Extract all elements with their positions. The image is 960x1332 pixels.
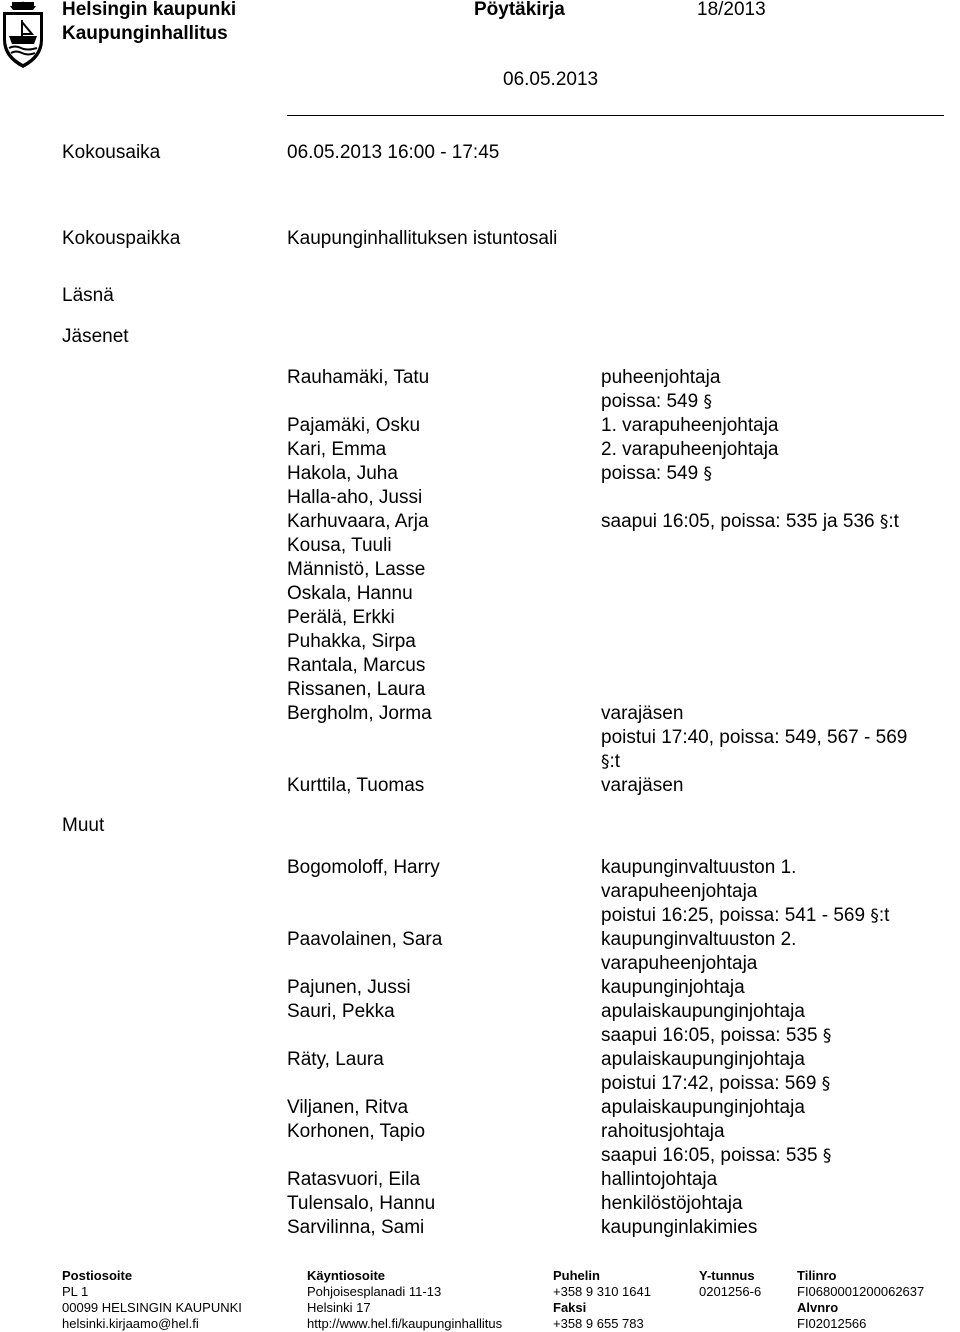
member-name: Rauhamäki, Tatu [287,367,430,388]
members-label: Jäsenet [62,326,129,347]
footer-fax-heading: Faksi [553,1300,587,1315]
other-name: Paavolainen, Sara [287,929,443,950]
section-sign: § [870,906,879,926]
member-role: varajäsen [601,775,684,796]
other-role: kaupunginvaltuuston 2. [601,929,797,950]
doc-number: 18/2013 [697,0,766,20]
section-sign: § [601,752,610,772]
member-name: Kurttila, Tuomas [287,775,425,796]
footer-phone-heading: Puhelin [553,1268,600,1283]
meeting-time-value: 06.05.2013 16:00 - 17:45 [287,142,500,163]
other-name: Tulensalo, Hannu [287,1193,436,1214]
other-name: Bogomoloff, Harry [287,857,440,878]
member-name: Kari, Emma [287,439,387,460]
present-label: Läsnä [62,285,114,306]
footer-visit-street: Pohjoisesplanadi 11-13 [307,1284,442,1299]
member-role: 1. varapuheenjohtaja [601,415,779,436]
other-note: poistui 16:25, poissa: 541 - 569 §:t [601,905,890,926]
header-divider [287,115,944,116]
section-sign: § [879,512,889,532]
org-name: Helsingin kaupunki [62,0,237,20]
section-sign: § [821,1074,831,1094]
footer-postal-heading: Postiosoite [62,1268,133,1283]
footer-business-id: 0201256-6 [699,1284,762,1299]
meeting-place-label: Kokouspaikka [62,228,181,249]
other-name: Pajunen, Jussi [287,977,411,998]
other-role: varapuheenjohtaja [601,953,758,974]
member-role: varajäsen [601,703,684,724]
member-name: Kousa, Tuuli [287,535,392,556]
footer-website-link[interactable]: http://www.hel.fi/kaupunginhallitus [307,1316,503,1331]
member-name: Karhuvaara, Arja [287,511,429,532]
meeting-place-value: Kaupunginhallituksen istuntosali [287,228,558,249]
member-name: Männistö, Lasse [287,559,426,580]
member-name: Halla-aho, Jussi [287,487,423,508]
other-note: saapui 16:05, poissa: 535 § [601,1025,832,1046]
other-role: hallintojohtaja [601,1169,718,1190]
other-role: kaupunginvaltuuston 1. [601,857,797,878]
meeting-time-label: Kokousaika [62,142,161,163]
other-name: Viljanen, Ritva [287,1097,409,1118]
footer-visit-heading: Käyntiosoite [307,1268,386,1283]
member-note: §:t [601,751,621,772]
footer-fax: +358 9 655 783 [553,1316,644,1331]
member-name: Rantala, Marcus [287,655,426,676]
member-name: Pajamäki, Osku [287,415,421,436]
section-sign: § [822,1026,832,1046]
footer-postal-city: 00099 HELSINGIN KAUPUNKI [62,1300,242,1315]
footer-postal-box: PL 1 [62,1284,89,1299]
member-name: Bergholm, Jorma [287,703,432,724]
footer-vat: FI02012566 [797,1316,867,1331]
other-name: Sarvilinna, Sami [287,1217,425,1238]
helsinki-crest-icon [0,0,46,72]
footer-account: FI0680001200062637 [797,1284,925,1299]
others-label: Muut [62,815,105,836]
footer-vat-heading: Alvnro [797,1300,839,1315]
section-sign: § [822,1146,832,1166]
other-role: kaupunginjohtaja [601,977,745,998]
other-role: apulaiskaupunginjohtaja [601,1049,805,1070]
member-name: Puhakka, Sirpa [287,631,416,652]
section-sign: § [703,392,712,412]
other-note: poistui 17:42, poissa: 569 § [601,1073,831,1094]
other-role: varapuheenjohtaja [601,881,758,902]
member-note: saapui 16:05, poissa: 535 ja 536 §:t [601,511,899,532]
member-role: 2. varapuheenjohtaja [601,439,779,460]
member-note: poistui 17:40, poissa: 549, 567 - 569 [601,727,908,748]
member-name: Hakola, Juha [287,463,398,484]
other-note: saapui 16:05, poissa: 535 § [601,1145,832,1166]
member-name: Oskala, Hannu [287,583,413,604]
other-name: Sauri, Pekka [287,1001,395,1022]
doc-type: Pöytäkirja [474,0,565,20]
other-name: Korhonen, Tapio [287,1121,426,1142]
member-note: poissa: 549 § [601,391,712,412]
footer-visit-city: Helsinki 17 [307,1300,371,1315]
member-name: Perälä, Erkki [287,607,395,628]
other-name: Räty, Laura [287,1049,384,1070]
other-name: Ratasvuori, Eila [287,1169,421,1190]
other-role: henkilöstöjohtaja [601,1193,743,1214]
member-note: poissa: 549 § [601,463,712,484]
other-role: apulaiskaupunginjohtaja [601,1001,805,1022]
org-unit: Kaupunginhallitus [62,23,228,44]
other-role: apulaiskaupunginjohtaja [601,1097,805,1118]
other-role: rahoitusjohtaja [601,1121,725,1142]
section-sign: § [703,464,712,484]
member-name: Rissanen, Laura [287,679,426,700]
doc-date: 06.05.2013 [503,69,599,90]
footer-account-heading: Tilinro [797,1268,837,1283]
member-role: puheenjohtaja [601,367,721,388]
footer-business-id-heading: Y-tunnus [699,1268,755,1283]
footer-phone: +358 9 310 1641 [553,1284,651,1299]
footer-email: helsinki.kirjaamo@hel.fi [62,1316,199,1331]
other-role: kaupunginlakimies [601,1217,758,1238]
